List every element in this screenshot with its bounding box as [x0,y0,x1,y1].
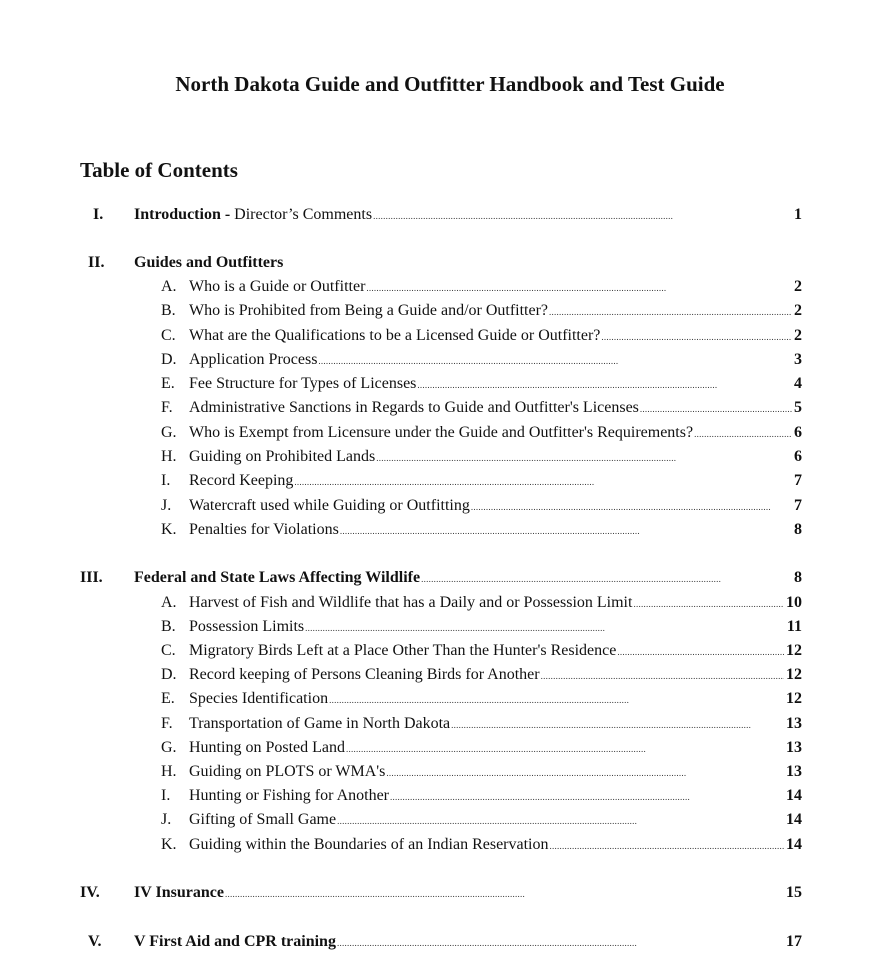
dot-leader [224,882,784,905]
toc-entry[interactable] [189,616,802,638]
entry-text: Who is a Guide or Outfitter [189,278,366,295]
entry-text: Record keeping of Persons Cleaning Birds for Another [189,666,540,683]
toc-entry[interactable] [189,519,802,541]
toc-entry[interactable] [189,737,802,759]
dot-leader [600,325,792,348]
dot-leader [339,519,792,542]
toc-entry[interactable] [189,446,802,468]
document-title: North Dakota Guide and Outfitter Handbook and Test Guide [175,72,725,96]
page-number: 14 [786,787,802,804]
toc-entry[interactable] [189,397,802,419]
dot-leader [416,373,792,396]
dot-leader [372,204,792,227]
item-letter: C. [161,642,176,659]
entry-text: Species Identification [189,690,329,707]
item-letter: C. [161,327,176,344]
dot-leader [328,688,784,711]
toc-entry-section-5[interactable] [134,931,802,953]
toc-entry[interactable] [189,809,802,831]
item-letter: A. [161,594,177,611]
entry-text: Penalties for Violations [189,521,339,538]
dot-leader [470,495,792,518]
dot-leader [385,761,784,784]
section-subtitle: Director’s Comments [230,206,373,223]
dot-leader [336,931,784,954]
toc-entry[interactable] [189,325,802,347]
page-number: 12 [786,642,802,659]
entry-text: Harvest of Fish and Wildlife that has a Daily and or Possession Limit [189,594,633,611]
page-number: 8 [794,569,802,586]
dot-leader [616,640,784,663]
section-number: II. [88,254,105,271]
page-number: 14 [786,811,802,828]
item-letter: J. [161,497,172,514]
item-letter: G. [161,424,177,441]
dot-leader [375,446,792,469]
page-number: 7 [794,472,802,489]
item-letter: E. [161,375,175,392]
toc-entry[interactable] [189,470,802,492]
dot-leader [548,300,792,323]
item-letter: E. [161,690,175,707]
page-number: 1 [794,206,802,223]
dot-leader [639,397,792,420]
page-number: 15 [786,884,802,901]
page-number: 10 [786,594,802,611]
section-number: I. [93,206,104,223]
item-letter: J. [161,811,172,828]
toc-entry[interactable] [189,300,802,322]
entry-text: Migratory Birds Left at a Place Other Than the Hunter's Residence [189,642,617,659]
toc-entry[interactable] [189,761,802,783]
section-title: Federal and State Laws Affecting Wildlife [134,569,421,586]
item-letter: H. [161,448,177,465]
page-number: 2 [794,302,802,319]
toc-entry[interactable] [189,373,802,395]
toc-entry[interactable] [189,713,802,735]
item-letter: B. [161,618,176,635]
item-letter: K. [161,836,177,853]
entry-text: Watercraft used while Guiding or Outfitting [189,497,470,514]
entry-text: Guiding on PLOTS or WMA's [189,763,386,780]
section-number: III. [80,569,103,586]
page-number: 13 [786,715,802,732]
toc-entry-section-1[interactable] [134,204,802,226]
dot-leader [693,422,792,445]
item-letter: D. [161,351,177,368]
page-number: 2 [794,327,802,344]
dot-leader [540,664,784,687]
page-number: 6 [794,424,802,441]
page-number: 12 [786,690,802,707]
toc-entry[interactable] [189,592,802,614]
toc-entry[interactable] [189,688,802,710]
toc-entry[interactable] [189,495,802,517]
toc-entry[interactable] [189,664,802,686]
item-letter: G. [161,739,177,756]
item-letter: I. [161,472,171,489]
item-letter: F. [161,715,173,732]
dot-leader [293,470,792,493]
dot-leader [365,276,792,299]
toc-heading: Table of Contents [80,158,238,182]
toc-entry[interactable] [189,422,802,444]
entry-text: Hunting or Fishing for Another [189,787,389,804]
entry-text: Guiding on Prohibited Lands [189,448,376,465]
item-letter: A. [161,278,177,295]
entry-text: Administrative Sanctions in Regards to Guide and Outfitter's Licenses [189,399,639,416]
page-number: 11 [786,618,802,635]
dot-leader [389,785,784,808]
dot-leader [632,592,784,615]
page-number: 8 [794,521,802,538]
section-number: IV. [80,884,100,901]
toc-entry[interactable] [189,276,802,298]
entry-text: Gifting of Small Game [189,811,337,828]
entry-text: Possession Limits [189,618,305,635]
page-number: 13 [786,763,802,780]
page-number: 13 [786,739,802,756]
entry-text: Who is Prohibited from Being a Guide and/or Outfitter? [189,302,549,319]
dot-leader [304,616,785,639]
toc-entry-section-3[interactable] [134,567,802,589]
page-number: 4 [794,375,802,392]
entry-text: Application Process [189,351,318,368]
item-letter: D. [161,666,177,683]
dot-leader [450,713,784,736]
entry-text: What are the Qualifications to be a Licensed Guide or Outfitter? [189,327,601,344]
toc-entry[interactable] [189,834,802,856]
entry-text: Guiding within the Boundaries of an Indian Reservation [189,836,549,853]
section-title: Introduction - [134,206,231,223]
entry-text: Hunting on Posted Land [189,739,345,756]
dot-leader [336,809,784,832]
item-letter: I. [161,787,171,804]
dot-leader [548,834,784,857]
page-number: 5 [794,399,802,416]
page-number: 7 [794,497,802,514]
page-number: 14 [786,836,802,853]
entry-text: Record Keeping [189,472,294,489]
section-title: Guides and Outfitters [134,254,284,271]
item-letter: K. [161,521,177,538]
entry-text: Fee Structure for Types of Licenses [189,375,417,392]
toc-entry[interactable] [189,349,802,371]
dot-leader [345,737,784,760]
dot-leader [420,567,792,590]
dot-leader [317,349,792,372]
item-letter: F. [161,399,173,416]
page-number: 6 [794,448,802,465]
page-number: 3 [794,351,802,368]
page-number: 2 [794,278,802,295]
entry-text: Who is Exempt from Licensure under the Guide and Outfitter's Requirements? [189,424,694,441]
section-title: IV Insurance [134,884,224,901]
section-title: V First Aid and CPR training [134,933,336,950]
page-number: 17 [786,933,802,950]
item-letter: H. [161,763,177,780]
page-number: 12 [786,666,802,683]
toc-entry-section-4[interactable] [134,882,802,904]
item-letter: B. [161,302,176,319]
section-number: V. [88,933,102,950]
entry-text: Transportation of Game in North Dakota [189,715,451,732]
toc-entry[interactable] [189,640,802,662]
toc-entry[interactable] [189,785,802,807]
